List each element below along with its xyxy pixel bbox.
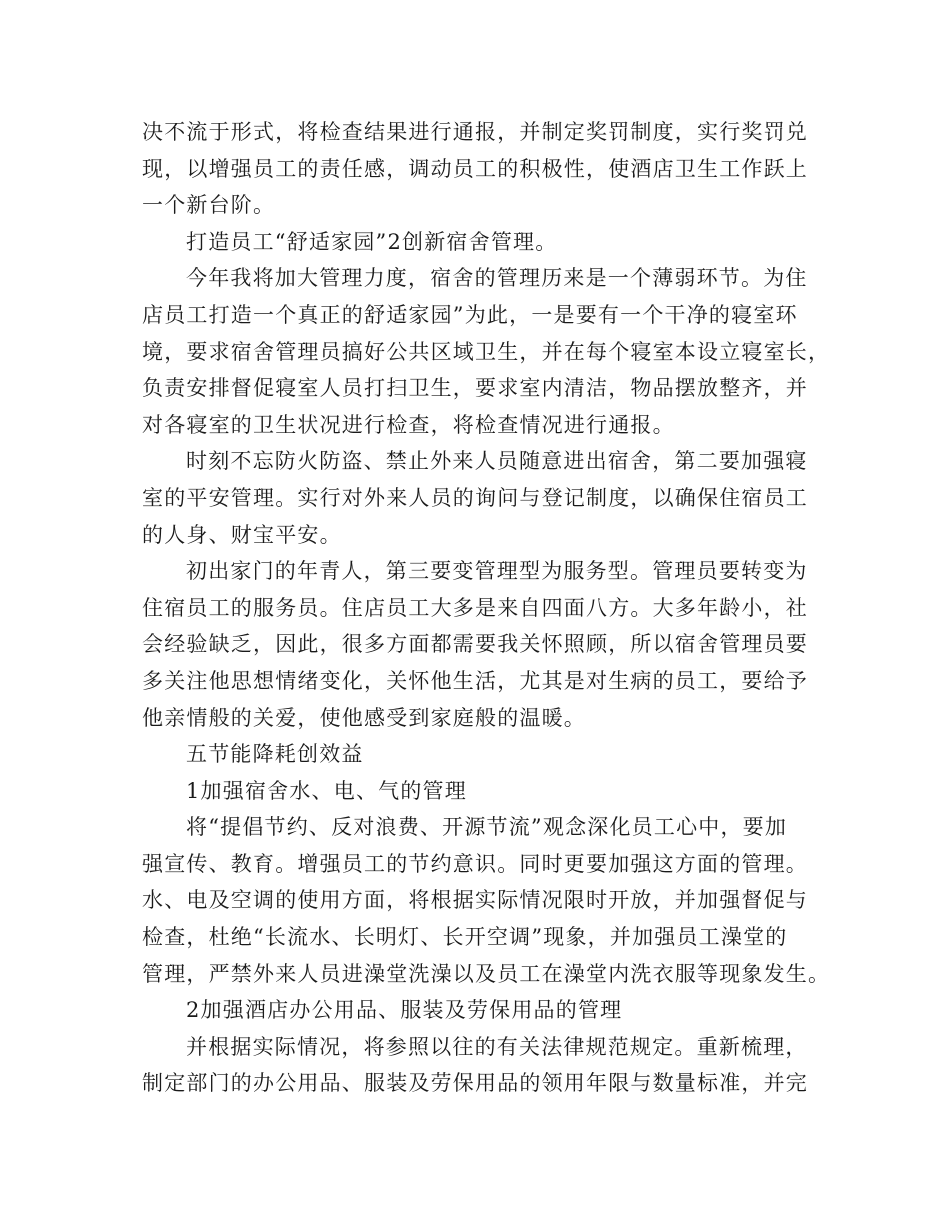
paragraph-line: 制定部门的办公用品、服装及劳保用品的领用年限与数量标准，并完 — [142, 1071, 808, 1096]
section-heading: 五节能降耗创效益 — [186, 742, 364, 767]
paragraph-line: 他亲情般的关爱，使他感受到家庭般的温暖。 — [142, 705, 586, 730]
paragraph-line: 管理，严禁外来人员进澡堂洗澡以及员工在澡堂内洗衣服等现象发生。 — [142, 961, 831, 986]
paragraph-line: 将“提倡节约、反对浪费、开源节流”观念深化员工心中，要加 — [186, 815, 788, 840]
paragraph-line: 会经验缺乏，因此，很多方面都需要我关怀照顾，所以宿舍管理员要 — [142, 632, 808, 657]
paragraph-line: 现，以增强员工的责任感，调动员工的积极性，使酒店卫生工作跃上 — [142, 156, 808, 181]
paragraph-line: 今年我将加大管理力度，宿舍的管理历来是一个薄弱环节。为住 — [186, 266, 808, 291]
subsection-heading: 2加强酒店办公用品、服装及劳保用品的管理 — [186, 998, 623, 1023]
paragraph-line: 时刻不忘防火防盗、禁止外来人员随意进出宿舍，第二要加强寝 — [186, 449, 808, 474]
paragraph-line: 多关注他思想情绪变化，关怀他生活，尤其是对生病的员工，要给予 — [142, 668, 808, 693]
paragraph-line: 检查，杜绝“长流水、长明灯、长开空调”现象，并加强员工澡堂的 — [142, 925, 788, 950]
paragraph-line: 水、电及空调的使用方面，将根据实际情况限时开放，并加强督促与 — [142, 888, 808, 913]
paragraph-line: 负责安排督促寝室人员打扫卫生，要求室内清洁，物品摆放整齐，并 — [142, 376, 808, 401]
paragraph-line: 的人身、财宝平安。 — [142, 522, 342, 547]
document-body — [142, 114, 831, 1102]
subsection-heading: 1加强宿舍水、电、气的管理 — [186, 778, 467, 803]
paragraph-line: 对各寝室的卫生状况进行检查，将检查情况进行通报。 — [142, 412, 675, 437]
section-heading: 打造员工“舒适家园”2创新宿舍管理。 — [186, 229, 558, 254]
paragraph-line: 室的平安管理。实行对外来人员的询问与登记制度，以确保住宿员工 — [142, 485, 808, 510]
paragraph-line: 境，要求宿舍管理员搞好公共区域卫生，并在每个寝室本设立寝室长， — [142, 339, 831, 364]
paragraph-line: 住宿员工的服务员。住店员工大多是来自四面八方。大多年龄小，社 — [142, 595, 808, 620]
paragraph-line: 店员工打造一个真正的舒适家园”为此，一是要有一个干净的寝室环 — [142, 302, 798, 327]
paragraph-line: 决不流于形式，将检查结果进行通报，并制定奖罚制度，实行奖罚兑 — [142, 120, 808, 144]
paragraph-line: 并根据实际情况，将参照以往的有关法律规范规定。重新梳理， — [186, 1034, 808, 1059]
paragraph-line: 初出家门的年青人，第三要变管理型为服务型。管理员要转变为 — [186, 559, 808, 584]
paragraph-line: 强宣传、教育。增强员工的节约意识。同时更要加强这方面的管理。 — [142, 851, 808, 876]
paragraph-line: 一个新台阶。 — [142, 193, 276, 218]
